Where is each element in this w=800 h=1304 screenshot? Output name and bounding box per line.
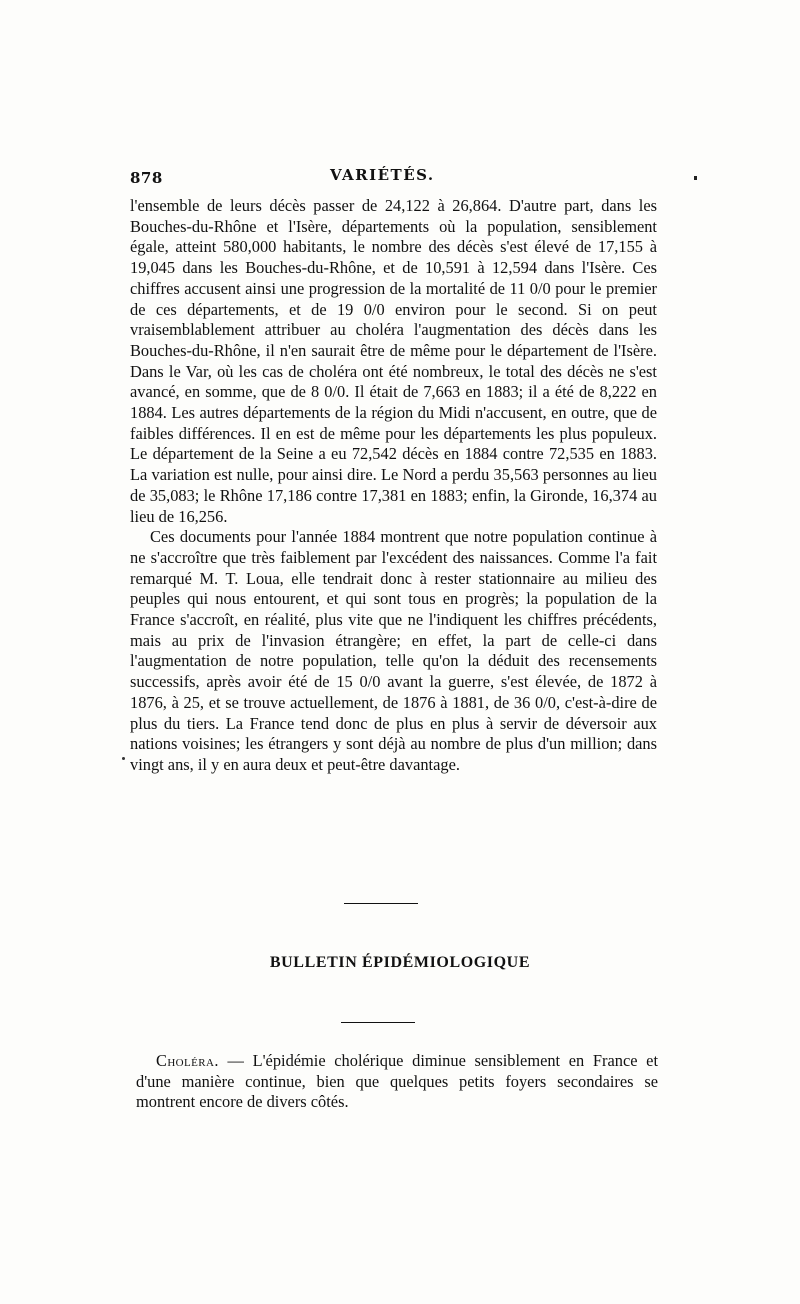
- body-text: [130, 196, 657, 776]
- section-body: — L'épidémie cholérique diminue sensiblement en France et d'une manière continue, bien que quelques petits foyers secondaires se montrent encore de divers côtés.: [136, 1051, 658, 1112]
- separator-rule: [344, 903, 418, 904]
- paragraph: Ces documents pour l'année 1884 montrent que notre population continue à ne s'accroître que très faiblement par l'excédent des naissances. Comme l'a fait remarqué M. T. Loua, elle tendrait donc à rester stationnaire au milieu des peuples qui nous entourent, et qui sont tous en progrès; la population de la France s'accroît, en réalité, plus vite que ne l'indiquent les chiffres précédents, mais au prix de l'invasion étrangère; en effet, la part de celle-ci dans l'augmentation de notre population, telle qu'on la déduit des recensements successifs, après avoir été de 15 0/0 avant la guerre, s'est élevée, de 1872 à 1876, à 25, et se trouve actuellement, de 1876 à 1881, de 36 0/0, c'est-à-dire de plus du tiers. La France tend donc de plus en plus à servir de déversoir aux nations voisines; les étrangers y sont déjà au nombre de plus d'un million; dans vingt ans, il y en aura deux et peut-être davantage.: [130, 527, 657, 774]
- running-title: VARIÉTÉS.: [330, 166, 435, 184]
- section-text: [136, 1051, 658, 1113]
- section-heading: BULLETIN ÉPIDÉMIOLOGIQUE: [269, 954, 531, 971]
- ink-speck: [694, 176, 697, 180]
- paragraph: [136, 1051, 658, 1113]
- lead-word: Choléra.: [156, 1051, 219, 1070]
- separator-rule: [341, 1022, 415, 1023]
- margin-mark: [122, 757, 125, 760]
- page-number: 878: [130, 169, 163, 187]
- paragraph: l'ensemble de leurs décès passer de 24,122 à 26,864. D'autre part, dans les Bouches-du-Rhône et l'Isère, départements où la population, sensiblement égale, atteint 580,000 habitants, le nombre des décès s'est élevé de 17,155 à 19,045 dans les Bouches-du-Rhône, et de 10,591 à 12,594 dans l'Isère. Ces chiffres accusent ainsi une progression de la mortalité de 11 0/0 pour le premier de ces départements, et de 19 0/0 environ pour le second. Si on peut vraisemblablement attribuer au choléra l'augmentation des décès dans les Bouches-du-Rhône, il n'en saurait être de même pour le département de l'Isère. Dans le Var, où les cas de choléra ont été nombreux, le total des décès ne s'est avancé, en somme, que de 8 0/0. Il était de 7,663 en 1883; il a été de 8,222 en 1884. Les autres départements de la région du Midi n'accusent, en outre, que de faibles différences. Il en est de même pour les départements les plus populeux. Le département de la Seine a eu 72,542 décès en 1884 contre 72,535 en 1883. La variation est nulle, pour ainsi dire. Le Nord a perdu 35,563 personnes au lieu de 35,083; le Rhône 17,186 contre 17,381 en 1883; enfin, la Gironde, 16,374 au lieu de 16,256.: [130, 196, 657, 526]
